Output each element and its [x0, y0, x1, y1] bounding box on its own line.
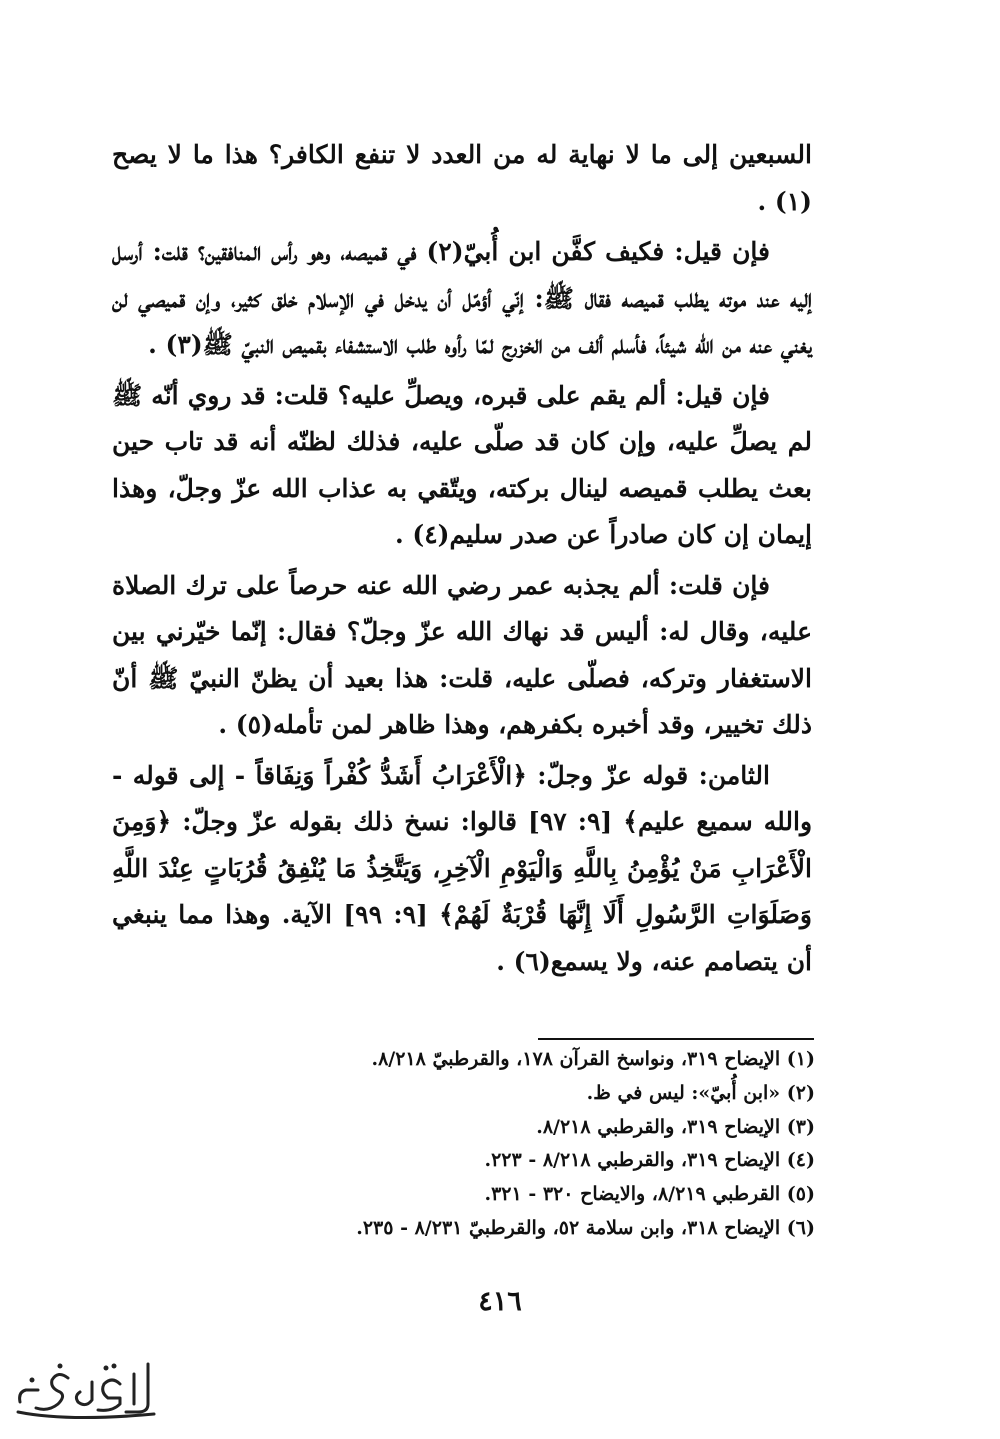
footnote: (٢) «ابن أُبيّ»: ليس في ظ. [586, 1081, 815, 1104]
footnote: (٥) القرطبي ٨/٢١٩، والايضاح ٣٢٠ - ٣٢١. [484, 1183, 815, 1206]
footnote: (٤) الإيضاح ٣١٩، والقرطبي ٨/٢١٨ - ٢٢٣. [484, 1149, 815, 1172]
library-logo-icon [8, 1352, 158, 1424]
body-paragraph: السبعين إلى ما لا نهاية له من العدد لا تنفع الكافر؟ هذا ما لا يصح (١) . [112, 140, 812, 216]
body-paragraph: فإن قيل: فكيف كفَّن ابن أُبيّ(٢) في قميصه، وهو رأس المنافقين؟ قلت: أرسل إليه عند موته يطلب قميصه فقال ﷺ: إنّي أؤمّل أن يدخل في الإسلام خلق كثير، وإن قميصي لن يغني عنه من الله شيئاً، فأسلم ألف من الخزرج لمّا رأوه طلب الاستشفاء بقميص النبيّ ﷺ(٣) . [112, 237, 812, 359]
body-paragraph: فإن قيل: ألم يقم على قبره، ويصلِّ عليه؟ قلت: قد روي أنّه ﷺ لم يصلِّ عليه، وإن كان قد صلّى عليه، فذلك لظنّه أنه قد تاب حين بعث يطلب قميصه لينال بركته، ويتّقي به عذاب الله عزّ وجلّ، وهذا إيمان إن كان صادراً عن صدر سليم(٤) . [112, 380, 812, 549]
body-paragraph: الثامن: قوله عزّ وجلّ: ﴿الْأَعْرَابُ أَشَدُّ كُفْراً وَنِفَاقاً - إلى قوله - والله سميع عليم﴾ [٩: ٩٧] قالوا: نسخ ذلك بقوله عزّ وجلّ: ﴿وَمِنَ الْأَعْرَابِ مَنْ يُؤْمِنُ بِاللَّهِ وَالْيَوْمِ الْآخِرِ، وَيَتَّخِذُ مَا يُنْفِقُ قُرُبَاتٍ عِنْدَ اللَّهِ وَصَلَوَاتِ الرَّسُولِ أَلَا إِنَّهَا قُرْبَةٌ لَهُمْ﴾ [٩: ٩٩] الآية. وهذا مما ينبغي أن يتصامم عنه، ولا يسمع(٦) . [112, 760, 813, 976]
footnote: (٦) الإيضاح ٣١٨، وابن سلامة ٥٢، والقرطبيّ ٨/٢٣١ - ٢٣٥. [356, 1216, 815, 1239]
library-logo-graphic [8, 1352, 158, 1424]
footnote-divider [538, 1038, 814, 1040]
page-number: ٤١٦ [478, 1286, 522, 1317]
footnote: (٣) الإيضاح ٣١٩، والقرطبي ٨/٢١٨. [536, 1115, 815, 1138]
body-paragraph: فإن قلت: ألم يجذبه عمر رضي الله عنه حرصاً على ترك الصلاة عليه، وقال له: أليس قد نهاك الله عزّ وجلّ؟ فقال: إنّما خيّرني بين الاستغفار وتركه، فصلّى عليه، قلت: هذا بعيد أن يظنّ النبيّ ﷺ أنّ ذلك تخيير، وقد أخبره بكفرهم، وهذا ظاهر لمن تأمله(٥) . [112, 570, 812, 739]
footnote: (١) الإيضاح ٣١٩، ونواسخ القرآن ١٧٨، والقرطبيّ ٨/٢١٨. [371, 1048, 815, 1070]
footnotes [112, 1043, 815, 1246]
page-body [112, 132, 812, 989]
